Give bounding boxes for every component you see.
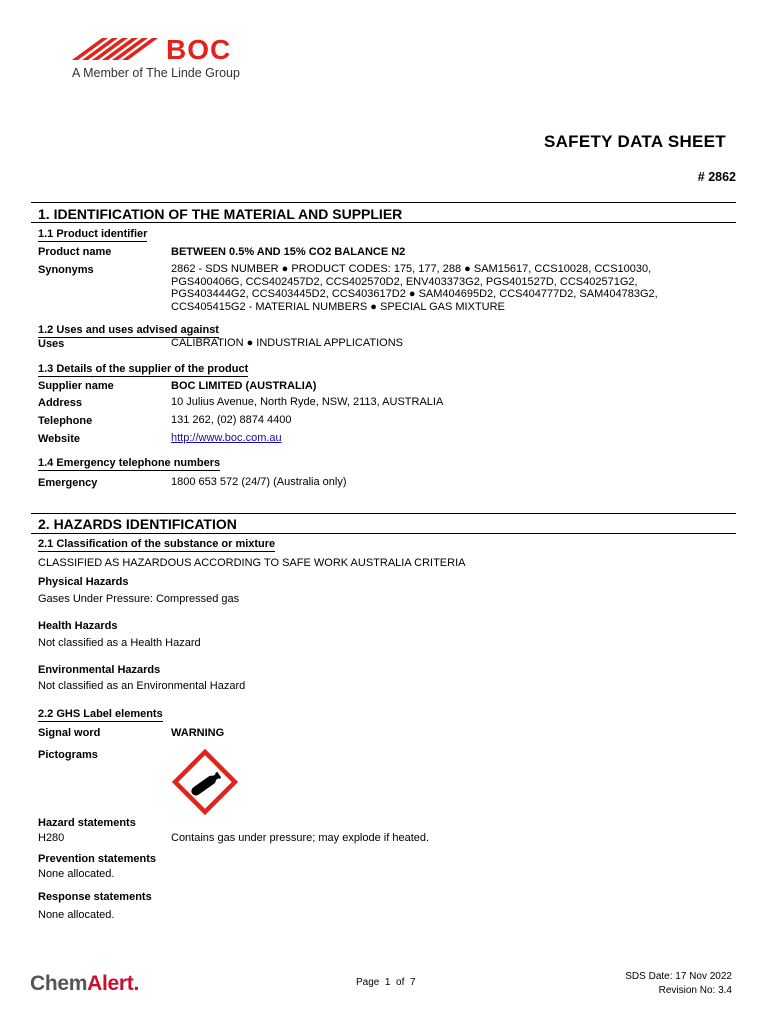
subsection-2-1: 2.1 Classification of the substance or mixture [38,538,276,550]
response-statements-label: Response statements [38,891,152,903]
section-1-title: 1. IDENTIFICATION OF THE MATERIAL AND SUPPLIER [38,206,403,222]
sds-date: SDS Date: 17 Nov 2022 [625,971,732,982]
emergency-label: Emergency [38,477,98,489]
health-hazards-value: Not classified as a Health Hazard [38,637,201,649]
environmental-hazards-label: Environmental Hazards [38,664,161,676]
page-of: of [396,977,405,988]
page-current: 1 [384,977,391,988]
boc-stripes-icon [72,38,162,60]
subsection-1-1: 1.1 Product identifier [38,228,148,240]
revision-number: Revision No: 3.4 [658,985,732,996]
supplier-label: Supplier name [38,380,114,392]
page-number [356,977,416,988]
hazard-statements-label: Hazard statements [38,817,136,829]
subsection-2-2: 2.2 GHS Label elements [38,708,163,720]
prevention-statements-label: Prevention statements [38,853,156,865]
document-title: SAFETY DATA SHEET [543,132,726,151]
emergency-value: 1800 653 572 (24/7) (Australia only) [171,476,347,488]
telephone-label: Telephone [38,415,93,427]
address-value: 10 Julius Avenue, North Ryde, NSW, 2113, AUSTRALIA [171,396,444,408]
synonyms-line: PGS403444G2, CCS403445D2, CCS403617D2 ● SAM404695D2, CCS404777D2, SAM404783G2, [171,288,658,300]
gas-cylinder-icon [172,749,238,815]
brand-tagline: A Member of The Linde Group [72,66,240,80]
subsection-1-3: 1.3 Details of the supplier of the product [38,363,249,375]
address-label: Address [38,397,83,409]
environmental-hazards-value: Not classified as an Environmental Hazard [38,680,246,692]
prevention-statements-value: None allocated. [38,868,115,880]
synonyms-value [171,263,658,313]
sds-date-block [625,970,732,998]
subsection-1-4: 1.4 Emergency telephone numbers [38,457,221,469]
website-link[interactable]: http://www.boc.com.au [171,432,282,444]
hazard-code: H280 [38,832,65,844]
uses-label: Uses [38,338,65,350]
chemalert-logo [30,972,139,996]
subsection-1-2: 1.2 Uses and uses advised against [38,324,219,336]
synonyms-line: CCS405415G2 - MATERIAL NUMBERS ● SPECIAL GAS MIXTURE [171,300,505,313]
supplier-value: BOC LIMITED (AUSTRALIA) [171,380,317,392]
page-total: 7 [409,977,416,988]
product-name-label: Product name [38,246,112,258]
health-hazards-label: Health Hazards [38,620,118,632]
classification-text: CLASSIFIED AS HAZARDOUS ACCORDING TO SAFE WORK AUSTRALIA CRITERIA [38,557,466,569]
section-rule-bottom [31,533,736,534]
synonyms-line: PGS400406G, CCS402457D2, CCS402570D2, ENV403373G2, PGS401527D, CCS402571G2, [171,275,638,288]
hazard-text: Contains gas under pressure; may explode if heated. [171,832,430,844]
product-name-value: BETWEEN 0.5% AND 15% CO2 BALANCE N2 [171,246,406,258]
section-rule-bottom [31,222,736,223]
synonyms-label: Synonyms [38,264,94,276]
uses-value: CALIBRATION ● INDUSTRIAL APPLICATIONS [171,337,403,349]
pictograms-label: Pictograms [38,749,98,761]
physical-hazards-label: Physical Hazards [38,576,129,588]
signal-word-value: WARNING [171,727,225,739]
physical-hazards-value: Gases Under Pressure: Compressed gas [38,593,240,605]
section-rule-top [31,202,736,203]
sds-number: # 2862 [697,170,736,184]
telephone-value: 131 262, (02) 8874 4400 [171,414,292,426]
chemalert-alert: Alert. [87,972,140,995]
section-rule-top [31,513,736,514]
signal-word-label: Signal word [38,727,101,739]
page-word: Page [356,977,380,988]
section-2-title: 2. HAZARDS IDENTIFICATION [38,516,237,532]
website-label: Website [38,433,80,445]
brand-name: BOC [166,34,232,65]
response-statements-value: None allocated. [38,909,115,921]
chemalert-chem: Chem [30,972,88,995]
synonyms-line: 2862 - SDS NUMBER ● PRODUCT CODES: 175, 177, 288 ● SAM15617, CCS10028, CCS10030, [171,263,652,275]
